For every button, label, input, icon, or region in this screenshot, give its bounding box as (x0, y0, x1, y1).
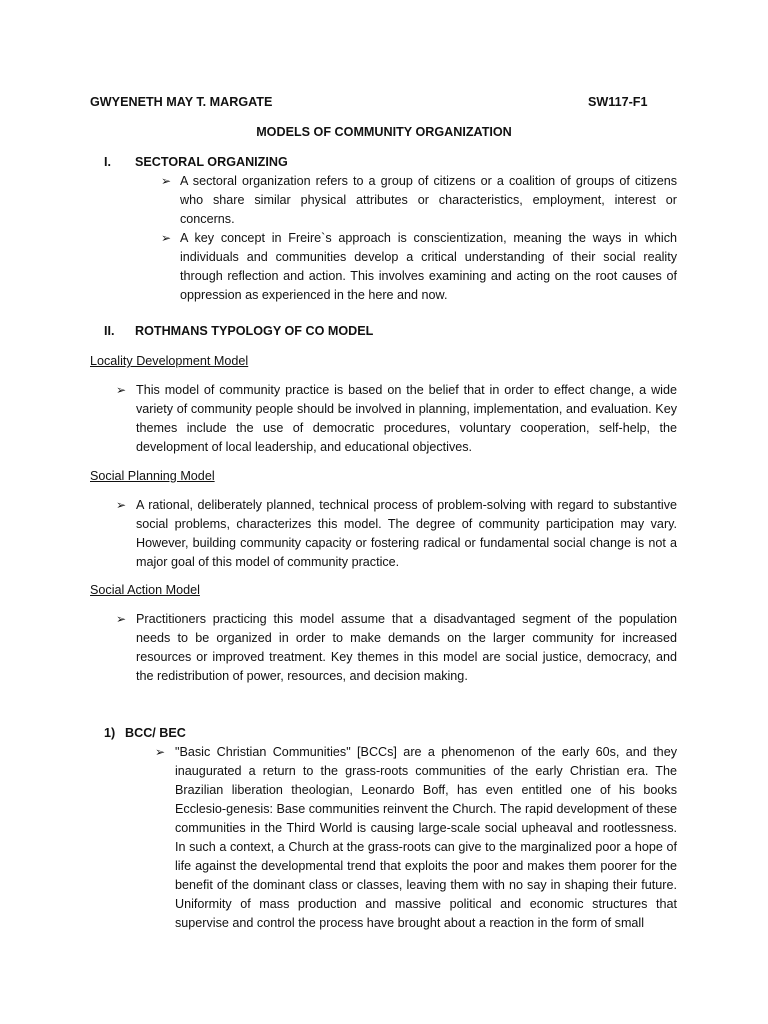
model-text-social-action: Practitioners practicing this model assume that a disadvantaged segment of the population needs to be organized in order to make demands on the larger community for increased resources or improved treatment. Key themes in this model are social justice, democracy, and the redistribution of power, resources, and decision making. (136, 612, 677, 683)
section-2-title: ROTHMANS TYPOLOGY OF CO MODEL (135, 324, 374, 338)
model-heading-locality: Locality Development Model (90, 354, 249, 368)
section-1-bullet-1: A sectoral organization refers to a group of citizens or a coalition of groups of citizens who share similar physical attributes or characteristics, employment, interest or concerns. (180, 174, 677, 226)
document-title: MODELS OF COMMUNITY ORGANIZATION (256, 125, 512, 139)
model-text-social-planning: A rational, deliberately planned, technical process of problem-solving with regard to substantive social problems, characterizes this model. The degree of community participation may vary. However, building community capacity or fostering radical or fundamental social change is not a major goal of this model of community practice. (136, 498, 677, 569)
model-heading-social-planning: Social Planning Model (90, 469, 215, 483)
section-1-number: I. (104, 155, 111, 169)
model-text-locality: This model of community practice is based on the belief that in order to effect change, a wide variety of community people should be involved in planning, implementation, and evaluation. Key themes include the use of democratic procedures, voluntary cooperation, self-help, the development of local leadership, and educational objectives. (136, 383, 677, 454)
model-heading-social-action: Social Action Model (90, 583, 200, 597)
bullet-arrow-icon: ➢ (116, 498, 127, 512)
section-2-number: II. (104, 324, 115, 338)
bullet-arrow-icon: ➢ (116, 612, 127, 626)
bullet-arrow-icon: ➢ (161, 231, 172, 245)
section-1-bullet-2: A key concept in Freire`s approach is conscientization, meaning the ways in which individuals and communities develop a critical understanding of their social reality through reflection and action. This involves examining and acting on the root causes of oppression as experienced in the here and now. (180, 231, 677, 302)
section-3-title: BCC/ BEC (125, 726, 186, 740)
author-name: GWYENETH MAY T. MARGATE (90, 95, 273, 109)
section-1-title: SECTORAL ORGANIZING (135, 155, 288, 169)
bullet-arrow-icon: ➢ (155, 745, 166, 759)
course-code: SW117-F1 (588, 95, 648, 109)
section-3-number: 1) (104, 726, 116, 740)
bullet-arrow-icon: ➢ (116, 383, 127, 397)
section-3-text: "Basic Christian Communities" [BCCs] are a phenomenon of the early 60s, and they inaugurated a return to the grass-roots communities of the early Christian era. The Brazilian liberation theologian, Leonardo Boff, has even entitled one of his books Ecclesio-genesis: Base communities reinvent the Church. The rapid development of these communities in the Third World is causing large-scale social upheaval and rootlessness. In such a context, a Church at the grass-roots can give to the marginalized poor a hope of life against the developmental trend that exploits the poor and makes them poorer for the benefit of the dominant class or classes, leaving them with no say in shaping their future. Uniformity of mass production and massive political and economic structures that supervise and control the process have brought about a reaction in the form of small (175, 745, 677, 930)
bullet-arrow-icon: ➢ (161, 174, 172, 188)
